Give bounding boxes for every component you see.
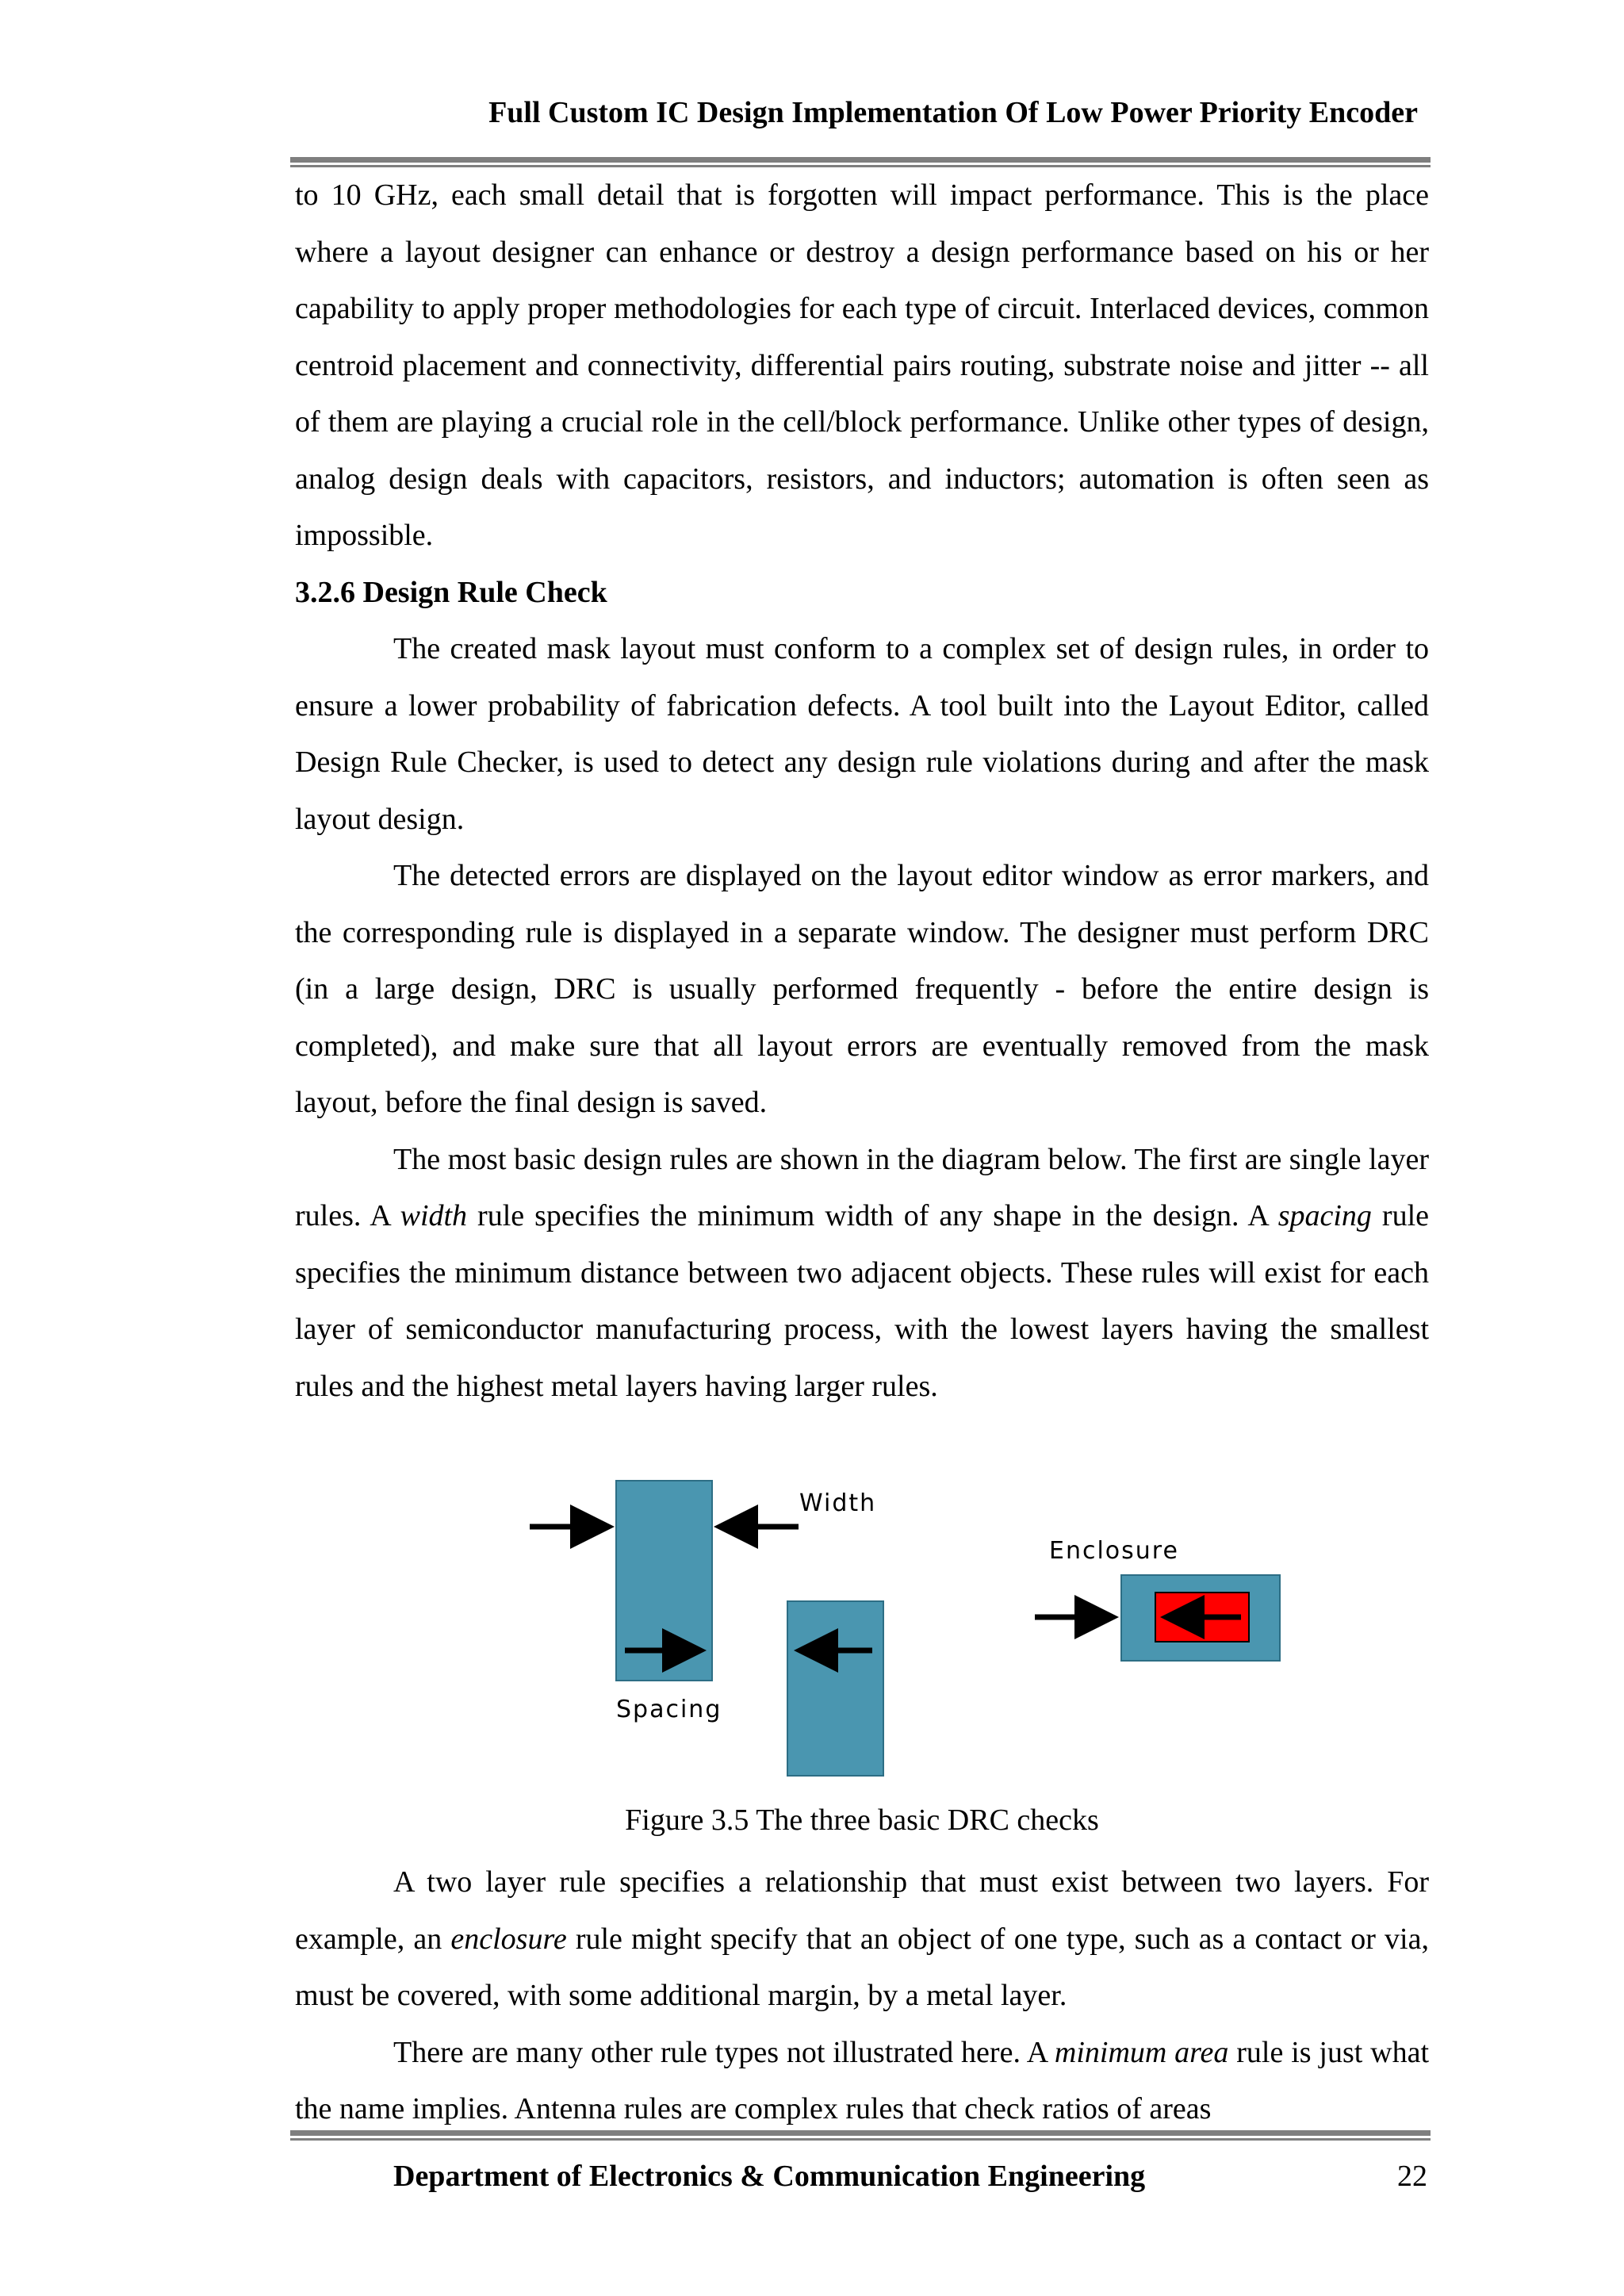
paragraph-detected-errors: The detected errors are displayed on the layout editor window as error markers, and the corresponding rule is displayed in a separate window. The designer must perform DRC (in a large design, DRC is usually performed frequently - before the entire design is completed), and make sure that all layout errors are eventually removed from the mask layout, before the final design is saved. (295, 859, 1429, 1119)
body-text-bottom (295, 1854, 1429, 2138)
label-spacing: Spacing (616, 1696, 722, 1723)
paragraph-two-layer-rule: A two layer rule specifies a relationship that must exist between two layers. For example, an enclosure rule might specify that an object of one type, such as a contact or via, must be covered, with some additional margin, by a metal layer. (295, 1865, 1429, 2012)
running-header: Full Custom IC Design Implementation Of Low Power Priority Encoder (488, 96, 1418, 129)
paragraph-mask-layout: The created mask layout must conform to a complex set of design rules, in order to ensure a lower probability of fabrication defects. A tool built into the Layout Editor, called Design Rule Checker, is used to detect any design rule violations during and after the mask layout design. (295, 632, 1429, 836)
drc-figure (508, 1471, 1300, 1788)
paragraph-basic-rules: The most basic design rules are shown in the diagram below. The first are single layer rules. A width rule specifies the minimum width of any shape in the design. A spacing rule specifies the minimum distance between two adjacent objects. These rules will exist for each layer of semiconductor manufacturing process, with the lowest layers having the smallest rules and the highest metal layers having larger rules. (295, 1142, 1429, 1403)
figure-caption: Figure 3.5 The three basic DRC checks (625, 1803, 1099, 1837)
label-width: Width (799, 1489, 877, 1517)
drc-diagram (508, 1471, 1300, 1788)
footer-rule (290, 2130, 1431, 2141)
header-rule (290, 157, 1431, 167)
term-width: width (400, 1199, 468, 1232)
term-enclosure: enclosure (450, 1922, 567, 1956)
section-heading: 3.2.6 Design Rule Check (295, 575, 607, 609)
footer-department: Department of Electronics & Communication Engineering (393, 2160, 1146, 2193)
body-text-top (295, 167, 1429, 1415)
term-minimum-area: minimum area (1054, 2035, 1229, 2069)
term-spacing: spacing (1277, 1199, 1372, 1232)
page-number: 22 (1397, 2160, 1427, 2193)
spacing-shape (787, 1601, 883, 1776)
paragraph-analog-layout: to 10 GHz, each small detail that is forgotten will impact performance. This is the place where a layout designer can enhance or destroy a design performance based on his or her capability to apply proper methodologies for each type of circuit. Interlaced devices, common centroid placement and connectivity, differential pairs routing, substrate noise and jitter -- all of them are playing a crucial role in the cell/block performance. Unlike other types of design, analog design deals with capacitors, resistors, and inductors; automation is often seen as impossible. (295, 178, 1429, 552)
label-enclosure: Enclosure (1049, 1537, 1179, 1565)
paragraph-other-rules: There are many other rule types not illustrated here. A minimum area rule is just what the name implies. Antenna rules are complex rules that check ratios of areas (295, 2035, 1430, 2125)
